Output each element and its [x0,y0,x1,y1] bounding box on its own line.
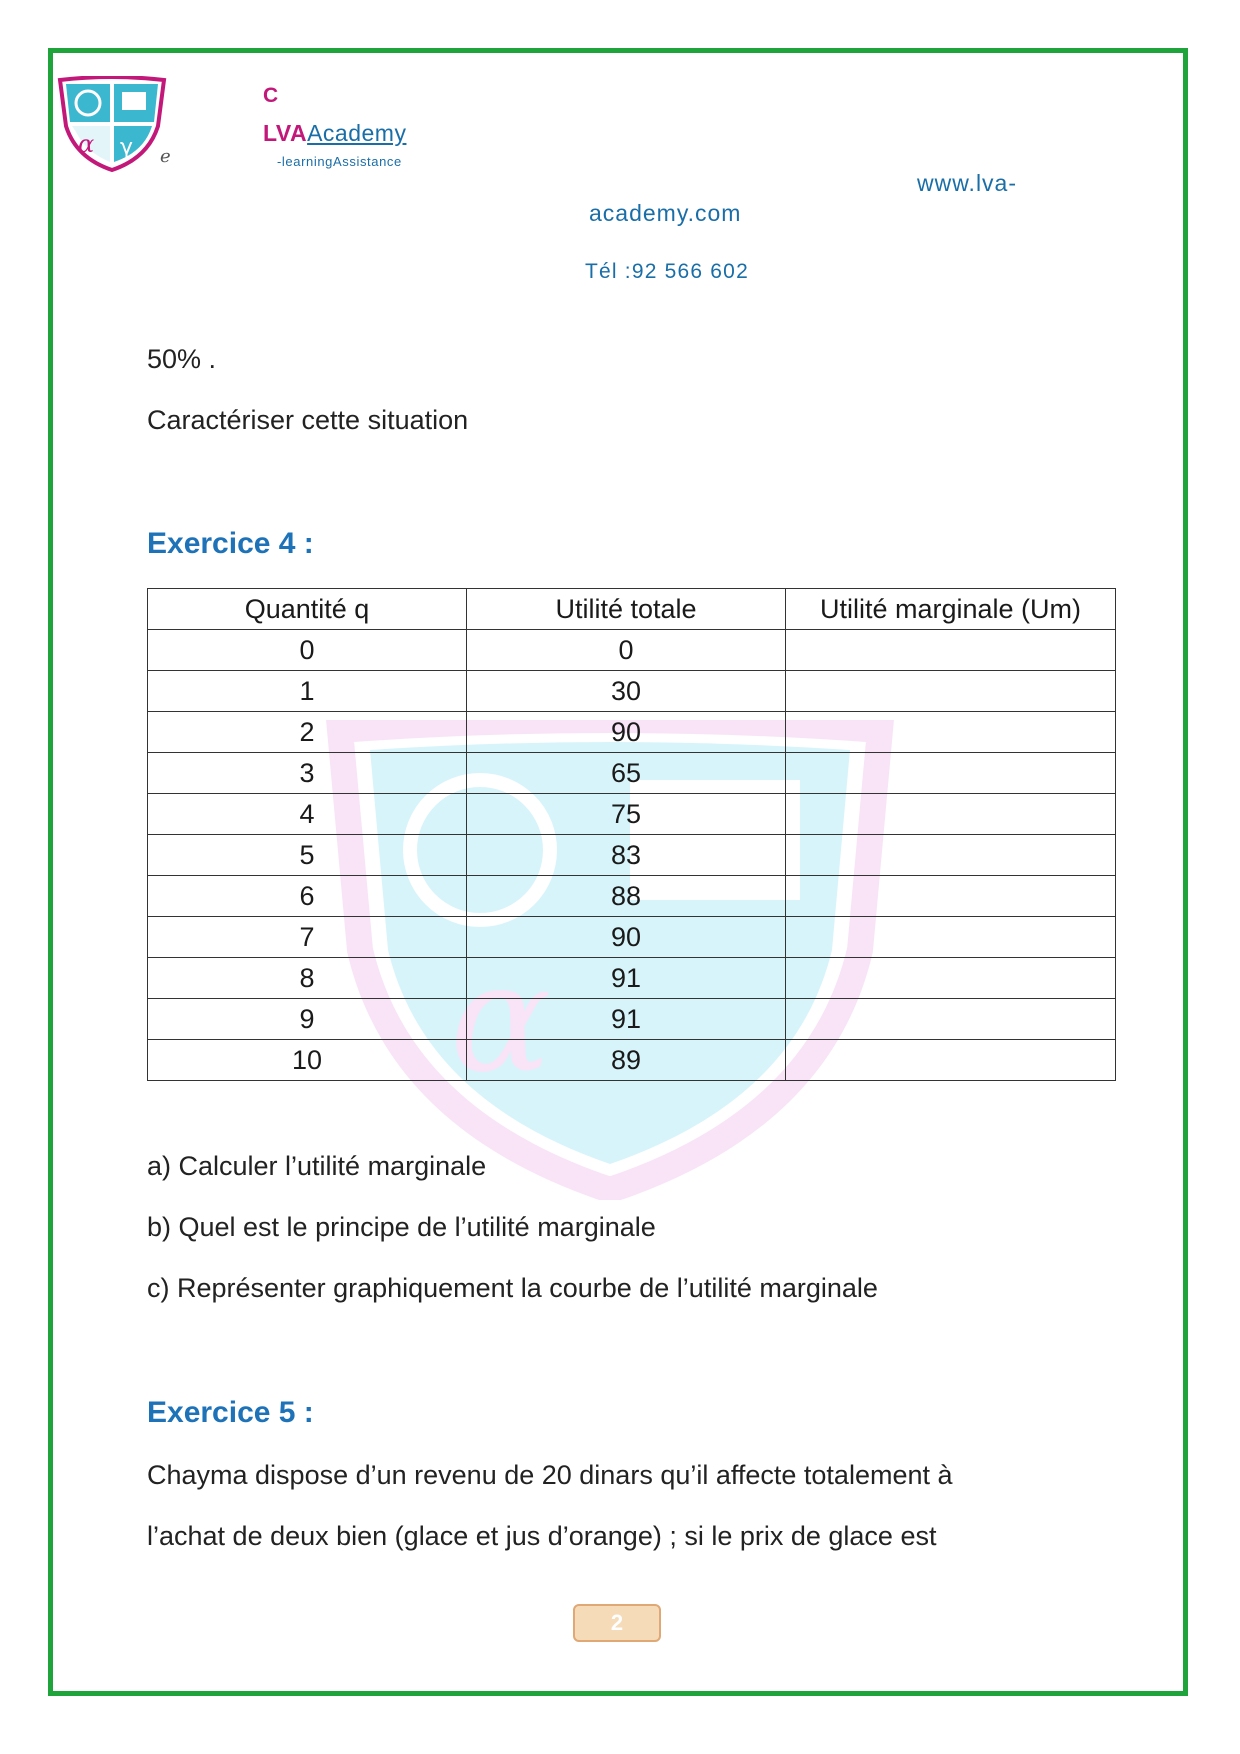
table-row [148,671,1116,712]
utility-table [147,588,1116,1081]
header-total-utility: Utilité totale [467,589,786,630]
table-row [148,794,1116,835]
table-row [148,1040,1116,1081]
table-row [148,630,1116,671]
brand-academy: Academy [307,120,407,146]
exercise-5-title: Exercice 5 : [147,1396,314,1429]
table-row [148,835,1116,876]
cell-marginal-utility [786,835,1116,876]
svg-text:γ: γ [120,135,134,160]
cell-total-utility: 0 [467,630,786,671]
cell-marginal-utility [786,1040,1116,1081]
text-characterize: Caractériser cette situation [147,405,469,435]
cell-total-utility: 91 [467,958,786,999]
cell-marginal-utility [786,917,1116,958]
cell-marginal-utility [786,958,1116,999]
cell-quantity: 1 [148,671,467,712]
cell-total-utility: 89 [467,1040,786,1081]
question-a: a) Calculer l’utilité marginale [147,1151,487,1181]
svg-text:α: α [78,130,95,158]
exercise-5-line-1: Chayma dispose d’un revenu de 20 dinars qu’il affecte totalement à [147,1460,953,1490]
cell-marginal-utility [786,999,1116,1040]
table-row [148,999,1116,1040]
table-body [148,630,1116,1081]
website-line-2: academy.com [589,200,742,226]
table-row [148,917,1116,958]
cell-quantity: 4 [148,794,467,835]
cell-total-utility: 30 [467,671,786,712]
cell-quantity: 2 [148,712,467,753]
cell-total-utility: 83 [467,835,786,876]
page-number: 2 [610,1610,624,1635]
cell-quantity: 3 [148,753,467,794]
table-row [148,876,1116,917]
cell-quantity: 10 [148,1040,467,1081]
page-number-badge [573,1604,661,1642]
cell-quantity: 0 [148,630,467,671]
cell-total-utility: 90 [467,917,786,958]
header-marginal-utility: Utilité marginale (Um) [786,589,1116,630]
academy-logo [56,76,168,172]
phone-number: Tél :92 566 602 [585,260,749,283]
exercise-4-title: Exercice 4 : [147,527,314,560]
question-c: c) Représenter graphiquement la courbe de l’utilité marginale [147,1273,878,1303]
exercise-5-line-2: l’achat de deux bien (glace et jus d’orange) ; si le prix de glace est [147,1521,937,1551]
cell-quantity: 7 [148,917,467,958]
cell-marginal-utility [786,671,1116,712]
cell-quantity: 9 [148,999,467,1040]
cell-quantity: 6 [148,876,467,917]
cell-marginal-utility [786,876,1116,917]
brand-tagline: -learningAssistance [277,154,402,169]
cell-total-utility: 90 [467,712,786,753]
table-header-row [148,589,1116,630]
header-quantity: Quantité q [148,589,467,630]
brand-lva: LVA [263,120,308,146]
cell-marginal-utility [786,630,1116,671]
brand-letter: C [263,84,279,107]
brand-name [263,120,406,147]
cell-marginal-utility [786,712,1116,753]
text-percent: 50% . [147,344,217,374]
cell-marginal-utility [786,794,1116,835]
cell-total-utility: 91 [467,999,786,1040]
cell-total-utility: 75 [467,794,786,835]
cell-quantity: 5 [148,835,467,876]
table-row [148,712,1116,753]
cell-quantity: 8 [148,958,467,999]
logo-suffix: e [160,146,171,167]
cell-total-utility: 65 [467,753,786,794]
question-b: b) Quel est le principe de l’utilité marginale [147,1212,656,1242]
cell-total-utility: 88 [467,876,786,917]
website-line-1: www.lva- [917,170,1018,196]
table-row [148,753,1116,794]
cell-marginal-utility [786,753,1116,794]
svg-text:α: α [450,932,552,1106]
table-row [148,958,1116,999]
